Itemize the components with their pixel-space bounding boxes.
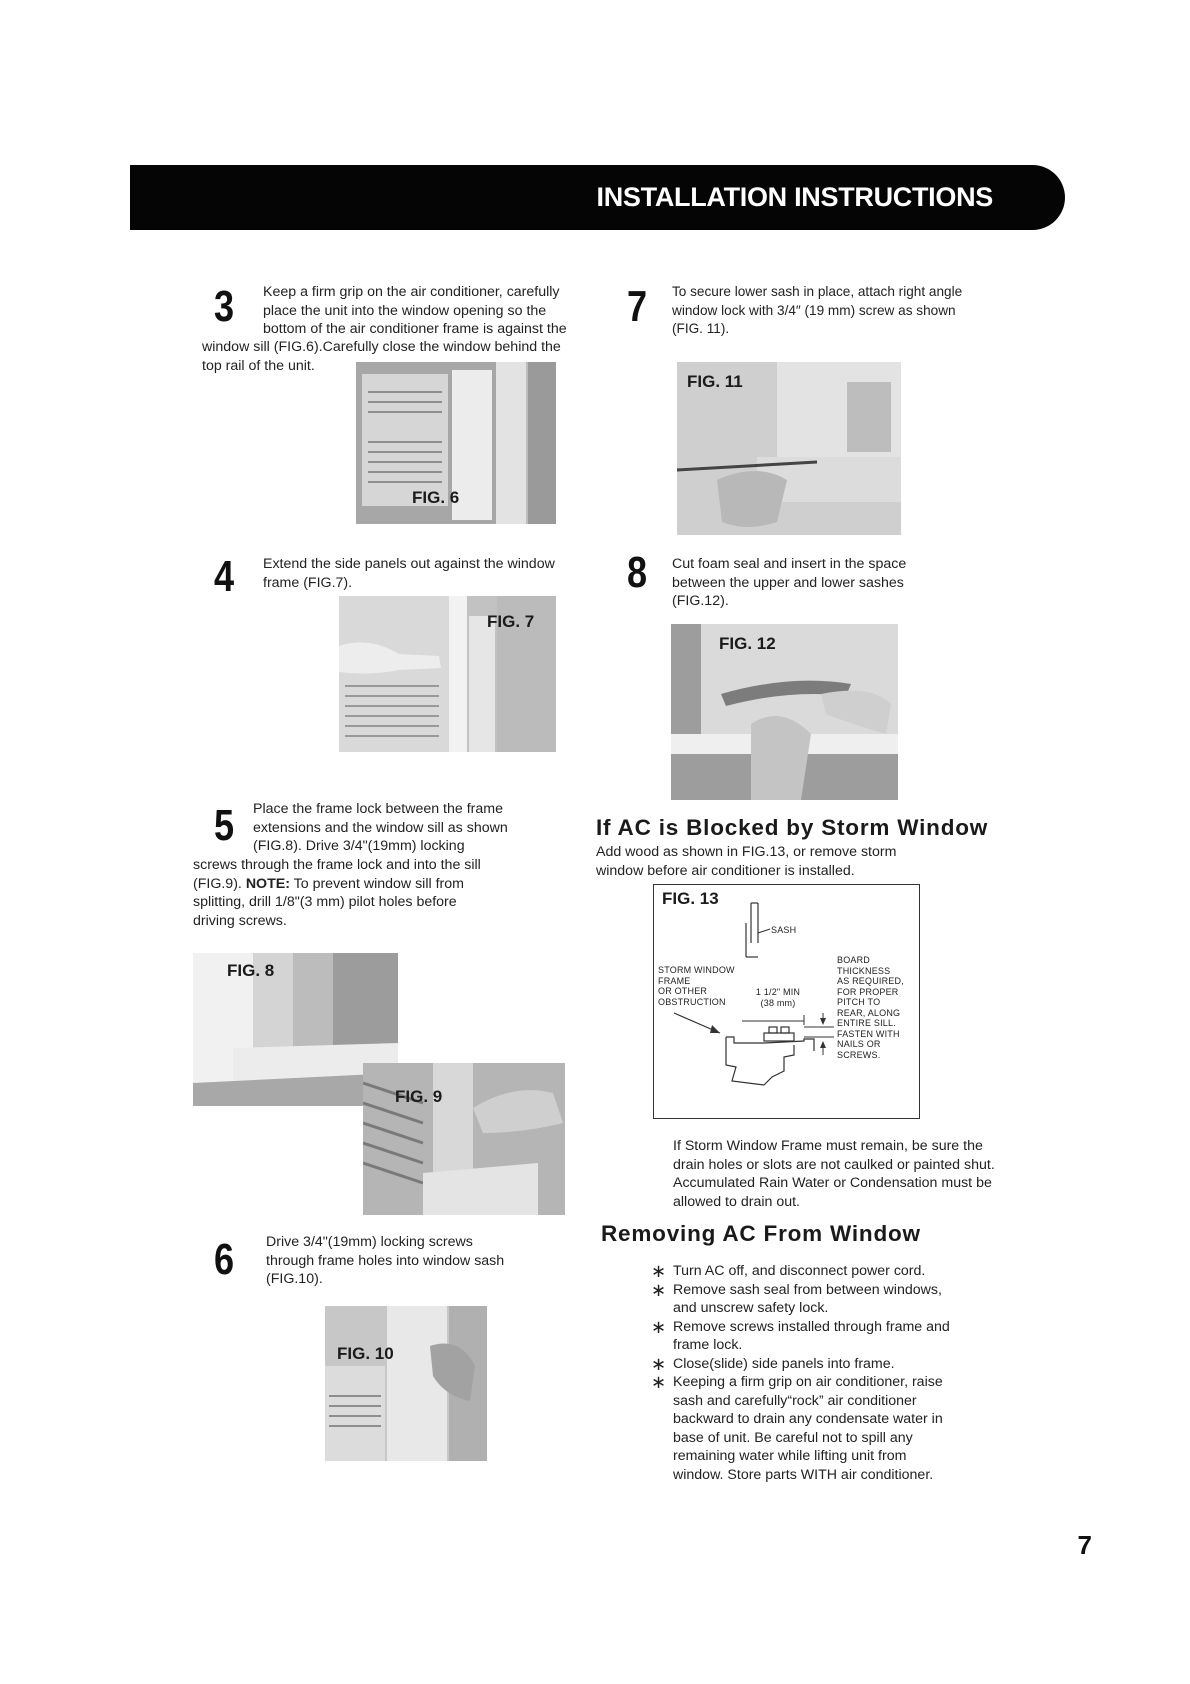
step-3-line: place the unit into the window opening so the: [263, 302, 547, 319]
step-6-line: (FIG.10).: [266, 1271, 323, 1287]
storm-note-line: allowed to drain out.: [673, 1193, 800, 1210]
fig-10-illustration: [325, 1306, 487, 1461]
step-4-text: [263, 555, 603, 592]
removal-step-line: remaining water while lifting unit from: [673, 1448, 907, 1464]
removal-step-line: Close(slide) side panels into frame.: [673, 1355, 895, 1372]
removal-step-line: base of unit. Be careful not to spill any: [673, 1429, 913, 1446]
storm-window-note: [673, 1137, 1013, 1211]
step-5-note-text: To prevent window sill from: [289, 875, 464, 892]
step-3-line: Keep a firm grip on the air conditioner, carefully: [263, 284, 560, 300]
list-item: [651, 1262, 1011, 1281]
removal-step-line: Remove sash seal from between windows,: [673, 1281, 942, 1298]
board-thickness-label: [837, 955, 904, 1060]
asterisk-bullet-icon: ∗: [651, 1353, 667, 1374]
step-5-fig-ref: (FIG.9).: [193, 875, 246, 892]
fig-9-photo: [363, 1063, 565, 1215]
step-5-line: Place the frame lock between the frame: [253, 801, 503, 817]
step-number-4: 4: [214, 552, 235, 601]
list-item: [651, 1373, 1011, 1484]
min-dimension-line: 1 1/2" MIN: [755, 987, 801, 997]
removal-step-line: and unscrew safety lock.: [673, 1300, 829, 1316]
fig-11-photo: [677, 362, 901, 535]
asterisk-bullet-icon: ∗: [651, 1316, 667, 1337]
removal-step-line: sash and carefully“rock” air conditioner: [673, 1392, 917, 1409]
step-5-line: screws through the frame lock and into the sill: [193, 857, 481, 873]
asterisk-bullet-icon: ∗: [651, 1372, 667, 1392]
fig-7-photo: [339, 596, 556, 752]
fig-9-label: FIG. 9: [395, 1087, 443, 1106]
board-line: SCREWS.: [837, 1049, 881, 1060]
fig-8-label: FIG. 8: [227, 961, 275, 980]
min-dimension-line: (38 mm): [760, 997, 796, 1008]
board-line: FASTEN WITH: [837, 1028, 900, 1039]
step-4-line: Extend the side panels out against the window: [263, 556, 555, 572]
removing-ac-heading: Removing AC From Window: [601, 1221, 921, 1246]
storm-frame-line: FRAME: [658, 975, 691, 986]
storm-frame-line: OBSTRUCTION: [658, 996, 726, 1007]
step-number-5: 5: [214, 801, 235, 850]
step-3-line: window sill (FIG.6).Carefully close the window behind the: [202, 339, 561, 355]
fig-12-photo: [671, 624, 898, 800]
storm-note-line: If Storm Window Frame must remain, be sure the: [673, 1138, 983, 1154]
storm-note-line: Accumulated Rain Water or Condensation must be: [673, 1175, 992, 1191]
step-number-7: 7: [627, 282, 648, 331]
step-6-text: [266, 1233, 546, 1289]
step-5-line: splitting, drill 1/8"(3 mm) pilot holes before: [193, 894, 457, 910]
storm-frame-line: STORM WINDOW: [658, 965, 735, 975]
fig-6-label: FIG. 6: [412, 488, 460, 507]
step-5-line: extensions and the window sill as shown: [253, 819, 508, 836]
step-number-8: 8: [627, 548, 648, 597]
board-line: FOR PROPER: [837, 986, 899, 997]
sash-label: SASH: [771, 925, 797, 935]
step-6-line: Drive 3/4"(19mm) locking screws: [266, 1234, 473, 1250]
header-banner: [130, 165, 1065, 230]
removal-step-line: backward to drain any condensate water in: [673, 1411, 943, 1427]
removal-step-line: Keeping a firm grip on air conditioner, raise: [673, 1374, 943, 1390]
step-6-line: through frame holes into window sash: [266, 1252, 505, 1269]
board-line: NAILS OR: [837, 1039, 881, 1049]
fig-13-label: FIG. 13: [662, 889, 719, 908]
board-line: PITCH TO: [837, 997, 881, 1007]
step-3-line: bottom of the air conditioner frame is against the: [263, 321, 567, 337]
page-number: 7: [1077, 1530, 1092, 1560]
step-5-line: (FIG.8). Drive 3/4"(19mm) locking: [253, 838, 465, 854]
step-8-text: [672, 555, 972, 611]
step-number-3: 3: [214, 282, 235, 331]
list-item: [651, 1355, 1011, 1374]
storm-frame-label: [658, 965, 735, 1007]
page-title: INSTALLATION INSTRUCTIONS: [596, 182, 993, 212]
removal-step-line: frame lock.: [673, 1337, 743, 1353]
step-7-line: To secure lower sash in place, attach right angle: [672, 284, 963, 299]
step-5-text: [253, 800, 553, 856]
fig-12-label: FIG. 12: [719, 634, 776, 653]
step-4-line: frame (FIG.7).: [263, 574, 353, 591]
step-5-note-line: [193, 875, 573, 894]
list-item: [651, 1318, 1011, 1355]
removal-step-line: window. Store parts WITH air conditioner.: [673, 1466, 934, 1483]
min-dimension-label: [748, 987, 808, 1008]
step-5-text-cont: [193, 856, 573, 930]
removal-step-line: Remove screws installed through frame and: [673, 1318, 950, 1335]
step-5-line: driving screws.: [193, 912, 287, 929]
board-line: ENTIRE SILL.: [837, 1018, 896, 1028]
removal-step-line: Turn AC off, and disconnect power cord.: [673, 1263, 926, 1279]
step-number-6: 6: [214, 1235, 235, 1284]
step-7-line: (FIG. 11).: [672, 321, 730, 336]
storm-window-text: [596, 843, 956, 880]
fig-12-illustration: [671, 624, 898, 800]
fig-11-label: FIG. 11: [687, 372, 743, 391]
storm-frame-line: OR OTHER: [658, 986, 708, 996]
step-3-line: top rail of the unit.: [202, 357, 315, 374]
list-item: [651, 1281, 1011, 1318]
board-line: THICKNESS: [837, 965, 891, 976]
storm-line: Add wood as shown in FIG.13, or remove storm: [596, 844, 897, 860]
step-3-text: [263, 283, 593, 339]
fig-10-label: FIG. 10: [337, 1344, 394, 1363]
fig-10-photo: [325, 1306, 487, 1461]
note-label: NOTE:: [245, 875, 290, 892]
storm-window-heading: If AC is Blocked by Storm Window: [596, 815, 989, 840]
step-7-text: [672, 283, 998, 339]
step-8-line: between the upper and lower sashes: [672, 574, 904, 591]
fig-9-illustration: [363, 1063, 565, 1215]
board-line: REAR, ALONG: [837, 1007, 901, 1018]
fig-13-diagram: [653, 884, 920, 1119]
asterisk-bullet-icon: ∗: [651, 1279, 667, 1300]
step-8-line: (FIG.12).: [672, 593, 729, 609]
fig-7-label: FIG. 7: [487, 612, 535, 631]
step-8-line: Cut foam seal and insert in the space: [672, 556, 907, 572]
board-line: AS REQUIRED,: [837, 976, 904, 986]
asterisk-bullet-icon: ∗: [651, 1261, 667, 1281]
fig-6-photo: [356, 362, 556, 524]
step-7-line: window lock with 3/4″ (19 mm) screw as shown: [672, 302, 956, 318]
storm-note-line: drain holes or slots are not caulked or painted shut.: [673, 1156, 995, 1173]
removal-steps-list: [651, 1262, 1011, 1484]
storm-line: window before air conditioner is installed.: [596, 862, 855, 879]
board-line: BOARD: [837, 955, 871, 965]
